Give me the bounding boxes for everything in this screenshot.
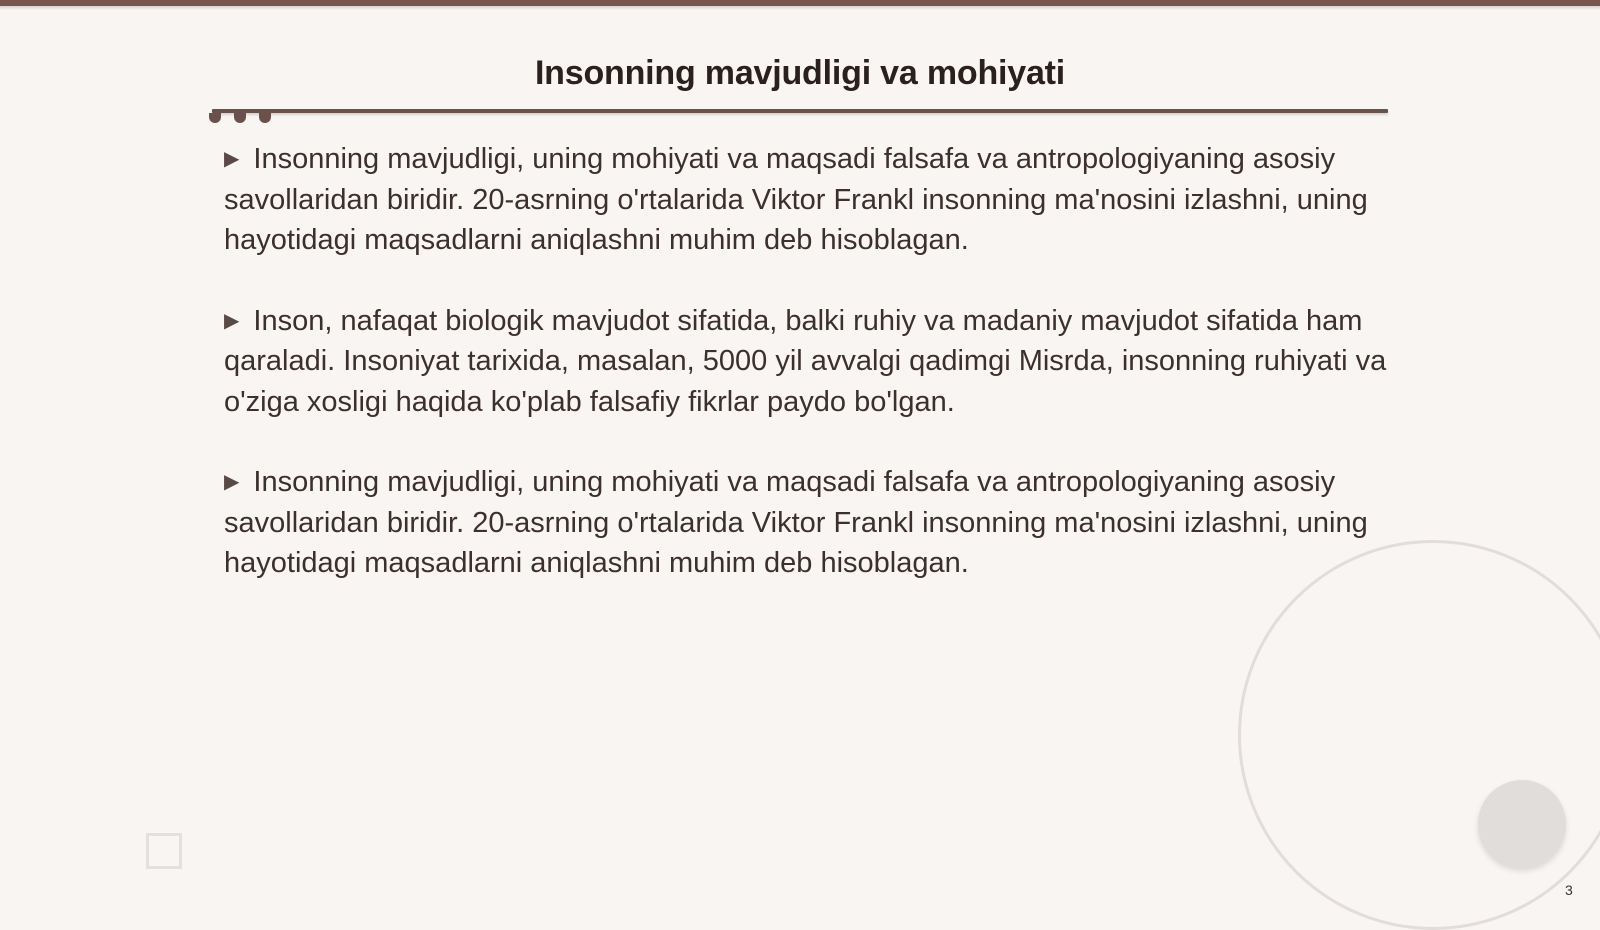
decorative-circle-filled xyxy=(1478,780,1566,868)
bullet-paragraph-1 xyxy=(224,139,1394,261)
top-band-shadow xyxy=(0,6,1600,10)
bullet-arrow-icon: ▶ xyxy=(224,148,240,170)
page-number: 3 xyxy=(1565,882,1573,898)
slide-title: Insonning mavjudligi va mohiyati xyxy=(534,54,1066,92)
decorative-circle-outline xyxy=(1238,540,1600,930)
paragraph-text: Inson, nafaqat biologik mavjudot sifatida, balki ruhiy va madaniy mavjudot sifatida ham qaraladi. Insoniyat tarixida, masalan, 5000 yil avvalgi qadimgi Misrda, insonning ruhiyati va o'ziga xosligi haqida ko'plab falsafiy fikrlar paydo bo'lgan. xyxy=(224,304,1387,418)
title-divider xyxy=(212,109,1388,113)
paragraph-text: Insonning mavjudligi, uning mohiyati va maqsadi falsafa va antropologiyaning asosiy savollaridan biridir. 20-asrning o'rtalarida Viktor Frankl insonning ma'nosini izlashni, uning hayotidagi maqsadlarni aniqlashni muhim deb hisoblagan. xyxy=(224,143,1368,256)
bullet-paragraph-2 xyxy=(224,301,1394,423)
divider-dot-1 xyxy=(209,113,221,123)
bullet-arrow-icon: ▶ xyxy=(224,471,240,493)
bullet-paragraph-3 xyxy=(224,462,1394,584)
bullet-arrow-icon: ▶ xyxy=(224,309,240,332)
decorative-square-outline xyxy=(146,833,182,869)
paragraph-text: Insonning mavjudligi, uning mohiyati va maqsadi falsafa va antropologiyaning asosiy savollaridan biridir. 20-asrning o'rtalarida Viktor Frankl insonning ma'nosini izlashni, uning hayotidagi maqsadlarni aniqlashni muhim deb hisoblagan. xyxy=(224,466,1368,579)
divider-dot-3 xyxy=(259,113,271,123)
divider-dot-2 xyxy=(234,113,246,123)
slide-body xyxy=(224,139,1394,624)
